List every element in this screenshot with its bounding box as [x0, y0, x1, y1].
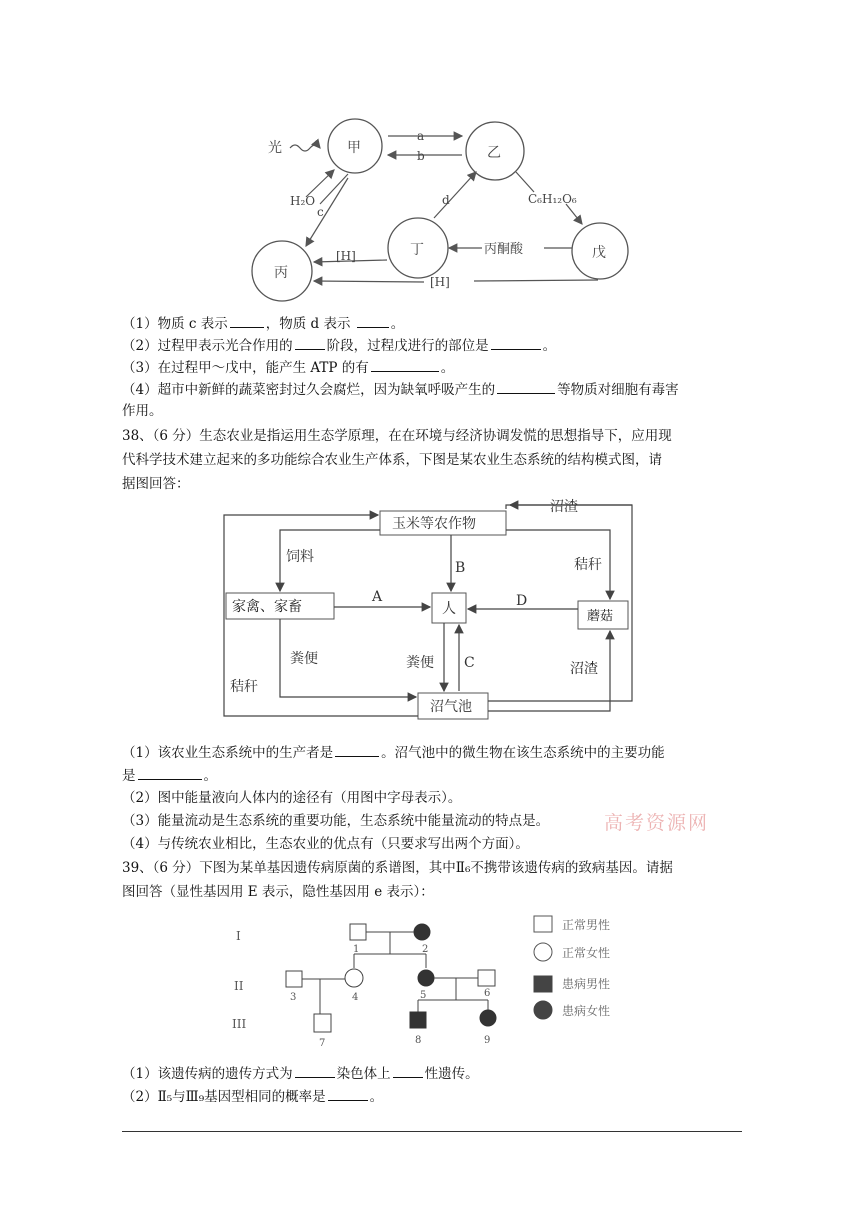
q38-intro-1: 38、（6 分）生态农业是指运用生态学原理，在在环境与经济协调发慌的思想指导下，应用现	[122, 428, 672, 444]
q39-intro-1: 39、（6 分）下图为某单基因遗传病原菌的系谱图，其中Ⅱ₆不携带该遗传病的致病基因。请据	[122, 860, 673, 876]
gen-label-2: II	[234, 979, 244, 993]
number-9: 9	[484, 1035, 491, 1046]
number-7: 7	[319, 1038, 326, 1049]
label-manure-mid: 粪便	[406, 655, 434, 671]
answer-blank[interactable]	[328, 1086, 368, 1101]
q38-item-1: （1）该农业生态系统中的生产者是 。沼气池中的微生物在该生态系统中的主要功能	[122, 742, 747, 763]
individual-II-6	[478, 970, 495, 986]
label-A: A	[372, 589, 383, 605]
label-pyruvate: 丙酮酸	[484, 242, 524, 257]
individual-III-8	[410, 1012, 426, 1028]
gen-label-1: I	[236, 929, 241, 943]
label-a: a	[417, 129, 425, 143]
label-d: d	[442, 193, 450, 207]
watermark-stamp: 高考资源网	[604, 812, 710, 834]
label-b: b	[417, 149, 425, 163]
answer-blank[interactable]	[138, 765, 202, 780]
label-crops: 玉米等农作物	[392, 516, 476, 532]
legend-normal-male-icon	[534, 916, 552, 932]
answer-blank[interactable]	[295, 1063, 335, 1078]
label-h-wu-bing: [H]	[430, 275, 450, 289]
legend-affected-male: 患病男性	[562, 977, 611, 991]
legend-normal-female: 正常女性	[562, 946, 611, 960]
legend-affected-female-icon	[534, 1001, 552, 1019]
answer-blank[interactable]	[335, 742, 379, 757]
label-mushroom: 蘑菇	[587, 609, 614, 624]
label-bing: 丙	[274, 265, 288, 281]
legend-normal-male: 正常男性	[562, 918, 611, 932]
answer-blank[interactable]	[497, 379, 555, 394]
page-divider	[122, 1131, 742, 1132]
number-8: 8	[415, 1035, 422, 1046]
individual-II-5	[418, 970, 434, 986]
label-straw-left: 秸秆	[230, 679, 258, 695]
photosynthesis-diagram	[248, 110, 638, 306]
q38-intro-2: 代科学技术建立起来的多功能综合农业生产体系，下图是某农业生态系统的结构模式图，请	[122, 452, 662, 468]
number-1: 1	[353, 944, 360, 955]
q38-item-3: （3）能量流动是生态系统的重要功能，生态系统中能量流动的特点是。	[122, 813, 550, 829]
label-residue-right: 沼渣	[570, 661, 598, 677]
answer-blank[interactable]	[357, 313, 389, 328]
label-straw-right: 秸秆	[574, 557, 602, 573]
individual-III-7	[314, 1014, 331, 1032]
q38-item-2: （2）图中能量液向人体内的途径有（用图中字母表示）。	[122, 790, 462, 806]
q37-item-4: （4）超市中新鲜的蔬菜密封过久会腐烂，因为缺氧呼吸产生的 等物质对细胞有毒害	[122, 379, 747, 400]
q37-item-2: （2）过程甲表示光合作用的 阶段，过程戊进行的部位是 。	[122, 335, 747, 356]
individual-I-2	[414, 924, 430, 940]
label-biogas: 沼气池	[430, 699, 472, 715]
label-ding: 丁	[410, 242, 424, 258]
label-glucose: C₆H₁₂O₆	[528, 192, 577, 206]
q38-item-4: （4）与传统农业相比，生态农业的优点有（只要求写出两个方面）。	[122, 836, 529, 852]
individual-I-1	[350, 924, 366, 940]
number-6: 6	[484, 988, 491, 999]
eco-agriculture-diagram	[218, 497, 644, 733]
label-light: 光	[268, 140, 282, 156]
label-manure-left: 粪便	[290, 651, 318, 667]
legend-affected-male-icon	[534, 976, 552, 992]
legend-normal-female-icon	[534, 943, 552, 961]
label-jia: 甲	[347, 140, 361, 156]
q39-intro-2: 图回答（显性基因用 E 表示，隐性基因用 e 表示）：	[122, 884, 434, 900]
light-wave	[290, 145, 320, 151]
q39-item-1: （1）该遗传病的遗传方式为 染色体上 性遗传。	[122, 1063, 747, 1084]
number-4: 4	[352, 992, 359, 1003]
label-human: 人	[442, 601, 456, 617]
label-B: B	[455, 560, 466, 576]
answer-blank[interactable]	[371, 357, 439, 372]
label-feed: 饲料	[286, 549, 314, 565]
label-h2o: H₂O	[290, 194, 316, 208]
q37-item-1: （1）物质 c 表示 ，物质 d 表示 。	[122, 313, 747, 334]
gen-label-3: III	[232, 1017, 247, 1031]
label-residue-top: 沼渣	[550, 499, 578, 515]
pedigree-chart	[222, 906, 646, 1052]
number-2: 2	[422, 944, 429, 955]
q38-item-1-cont: 是 。	[122, 765, 747, 786]
label-C: C	[464, 655, 475, 671]
answer-blank[interactable]	[295, 335, 325, 350]
q39-item-2: （2）Ⅱ₅与Ⅲ₉基因型相同的概率是 。	[122, 1086, 747, 1107]
legend-affected-female: 患病女性	[562, 1004, 611, 1018]
individual-II-4	[345, 969, 363, 987]
number-5: 5	[420, 990, 427, 1001]
answer-blank[interactable]	[230, 313, 264, 328]
label-D: D	[516, 593, 528, 609]
answer-blank[interactable]	[393, 1063, 423, 1078]
q37-item-4-cont: 作用。	[122, 403, 163, 419]
label-wu: 戊	[592, 245, 606, 261]
label-livestock: 家禽、家畜	[232, 599, 302, 615]
q38-intro-3: 据图回答：	[122, 476, 190, 492]
individual-III-9	[480, 1010, 496, 1026]
individual-II-3	[286, 971, 302, 987]
label-yi: 乙	[487, 145, 501, 161]
answer-blank[interactable]	[491, 335, 541, 350]
number-3: 3	[290, 992, 297, 1003]
label-h-ding-bing: [H]	[336, 249, 356, 263]
q37-item-3: （3）在过程甲～戊中，能产生 ATP 的有 。	[122, 357, 747, 378]
label-c: c	[317, 205, 324, 219]
